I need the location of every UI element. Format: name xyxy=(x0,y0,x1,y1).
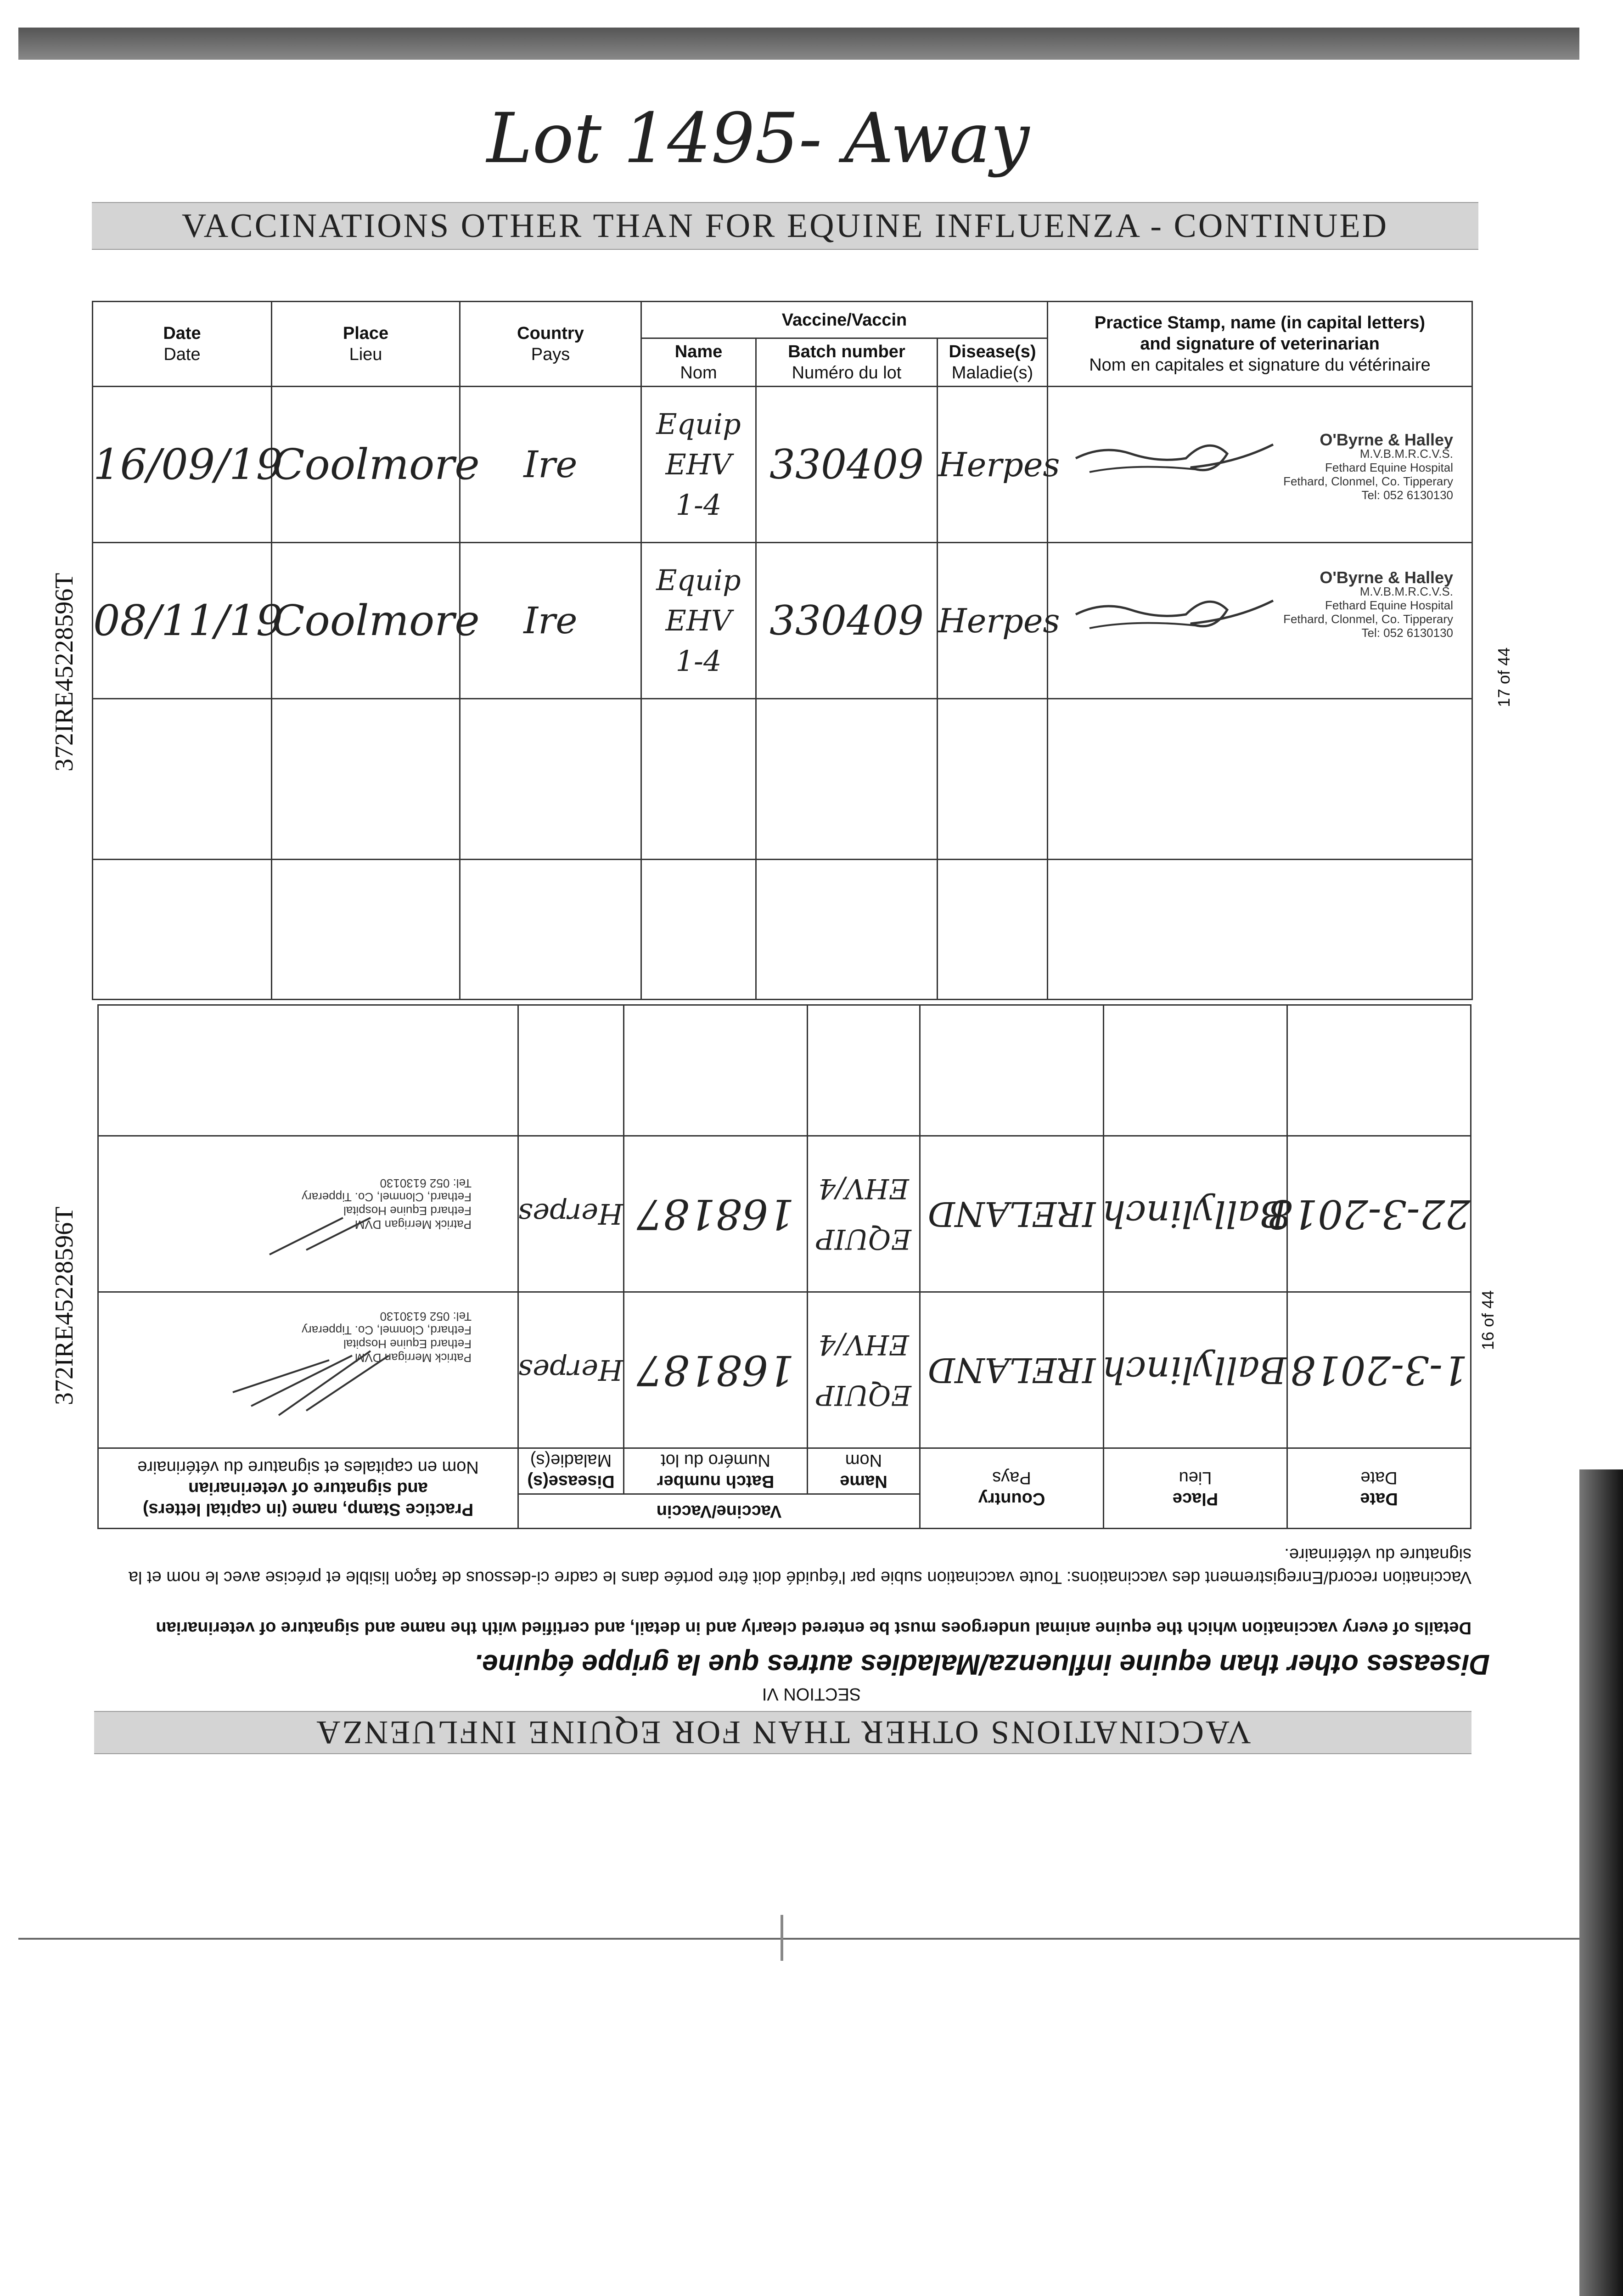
row1-place: Coolmore xyxy=(272,387,460,543)
hdr-name: Name Nom xyxy=(641,338,756,387)
handwritten-title: Lot 1495- Away xyxy=(487,99,1030,179)
table-row xyxy=(98,1292,1471,1448)
row1-country: Ire xyxy=(460,387,641,543)
lower-hdr-place: Place Lieu xyxy=(1104,1448,1287,1529)
lower-subtitle: Diseases other than equine influenza/Maladies autres que la grippe équine. xyxy=(474,1649,1490,1680)
lower-hdr-vaccine: Vaccine/Vaccin xyxy=(518,1494,920,1529)
right-scan-edge xyxy=(1579,1469,1623,2296)
hdr-place: Place Lieu xyxy=(272,302,460,387)
lower-page-number: 16 of 44 xyxy=(1478,1290,1497,1350)
signature-icon xyxy=(1062,582,1282,651)
lower-instructions-fr: Vaccination record/Enregistrement des vaccinations: Toute vaccination subie par l'équidé doit être portée dans le cadre ci-dessous de façon lisible et précise avec le nom et la signature du vétérinaire. xyxy=(128,1545,1471,1587)
lower-vaccination-table xyxy=(99,1006,1471,1529)
lower-instructions-en: Details of every vaccination which the equine animal undergoes must be entered clearly and in detail, and certified with the name and signature of veterinarian xyxy=(156,1618,1471,1638)
signature-icon xyxy=(1062,426,1282,495)
upper-page-number: 17 of 44 xyxy=(1494,647,1513,707)
row1-stamp xyxy=(1048,387,1472,543)
table-row xyxy=(93,387,1472,543)
hdr-country: Country Pays xyxy=(460,302,641,387)
fold-line xyxy=(18,1938,1579,1940)
upper-banner xyxy=(92,202,1478,250)
hdr-vaccine: Vaccine/Vaccin xyxy=(641,302,1048,338)
lower-banner-text: VACCINATIONS OTHER THAN FOR EQUINE INFLUENZA xyxy=(314,1714,1251,1751)
upper-side-code: 372IRE45228596T xyxy=(50,573,79,771)
row1-disease: Herpes xyxy=(938,387,1048,543)
lower-row1-disease: Herpes xyxy=(518,1292,624,1448)
row2-stamp xyxy=(1048,543,1472,699)
row2-stamp-line: Fethard, Clonmel, Co. Tipperary xyxy=(1283,612,1453,626)
hdr-stamp: Practice Stamp, name (in capital letters) and signature of veterinarian Nom en capitales et signature du vétérinaire xyxy=(1048,302,1472,387)
table-row-empty xyxy=(93,699,1472,860)
row2-stamp-line: Fethard Equine Hospital xyxy=(1325,598,1453,612)
lower-row2-stamp xyxy=(98,1136,518,1292)
row1-batch: 330409 xyxy=(756,387,938,543)
lower-hdr-country: Country Pays xyxy=(920,1448,1104,1529)
row1-stamp-line: Fethard, Clonmel, Co. Tipperary xyxy=(1283,474,1453,488)
lower-row1-place: Ballylinch xyxy=(1104,1292,1287,1448)
lower-row2-date: 22-3-2018 xyxy=(1287,1136,1471,1292)
lower-row2-disease: Herpes xyxy=(518,1136,624,1292)
lower-row1-stamp-line: Patrick Merrigan DVM xyxy=(354,1351,472,1365)
lower-row1-batch: 168187 xyxy=(624,1292,808,1448)
lower-hdr-date: Date Date xyxy=(1287,1448,1471,1529)
lower-section-label: SECTION VI xyxy=(762,1684,861,1704)
row2-date: 08/11/19 xyxy=(93,543,272,699)
lower-row1-stamp-line: Fethard Equine Hospital xyxy=(343,1337,472,1351)
row1-stamp-line: Tel: 052 6130130 xyxy=(1361,488,1453,502)
row1-stamp-line: Fethard Equine Hospital xyxy=(1325,461,1453,474)
row2-place: Coolmore xyxy=(272,543,460,699)
lower-hdr-stamp: Practice Stamp, name (in capital letters) and signature of veterinarian Nom en capitales et signature du vétérinaire xyxy=(98,1448,518,1529)
table-row xyxy=(98,1136,1471,1292)
lower-row1-vaccine-name: EQUIP EHV/4 xyxy=(808,1292,920,1448)
lower-row2-stamp-line: Fethard Equine Hospital xyxy=(343,1204,472,1218)
lower-row2-stamp-line: Fethard, Clonmel, Co. Tipperary xyxy=(302,1190,472,1204)
hdr-date: Date Date xyxy=(93,302,272,387)
lower-row1-date: 1-3-2018 xyxy=(1287,1292,1471,1448)
row1-stamp-name: O'Byrne & Halley xyxy=(1320,430,1453,449)
lower-row2-vaccine-name: EQUIP EHV/4 xyxy=(808,1136,920,1292)
table-row-empty xyxy=(93,860,1472,1000)
hdr-disease: Disease(s) Maladie(s) xyxy=(938,338,1048,387)
lower-row1-stamp-line: Fethard, Clonmel, Co. Tipperary xyxy=(302,1323,472,1337)
fold-mark xyxy=(781,1915,783,1961)
lower-hdr-name: Name Nom xyxy=(808,1448,920,1494)
row2-batch: 330409 xyxy=(756,543,938,699)
lower-row1-stamp xyxy=(98,1292,518,1448)
lower-row1-country: IRELAND xyxy=(920,1292,1104,1448)
upper-banner-text: VACCINATIONS OTHER THAN FOR EQUINE INFLUENZA - CONTINUED xyxy=(181,207,1389,245)
hdr-batch: Batch number Numéro du lot xyxy=(756,338,938,387)
lower-hdr-disease: Disease(s) Maladie(s) xyxy=(518,1448,624,1494)
row2-stamp-name: O'Byrne & Halley xyxy=(1320,568,1453,587)
lower-page-upside-down xyxy=(0,996,1623,1777)
lower-row1-stamp-line: Tel: 052 6130130 xyxy=(380,1310,472,1323)
lower-row2-stamp-line: Patrick Merrigan DVM xyxy=(354,1218,472,1232)
row1-date: 16/09/19 xyxy=(93,387,272,543)
row2-stamp-line: M.V.B.M.R.C.V.S. xyxy=(1359,585,1453,598)
row2-country: Ire xyxy=(460,543,641,699)
table-row xyxy=(93,543,1472,699)
table-row-empty xyxy=(98,1005,1471,1136)
lower-row2-batch: 168187 xyxy=(624,1136,808,1292)
lower-side-code: 372IRE45228596T xyxy=(50,1206,79,1405)
lower-row2-country: IRELAND xyxy=(920,1136,1104,1292)
row2-stamp-line: Tel: 052 6130130 xyxy=(1361,626,1453,640)
lower-row2-stamp-line: Tel: 052 6130130 xyxy=(380,1176,472,1190)
row1-vaccine-name: Equip EHV 1-4 xyxy=(641,387,756,543)
lower-banner xyxy=(94,1711,1471,1754)
upper-vaccination-table xyxy=(92,301,1471,999)
row2-disease: Herpes xyxy=(938,543,1048,699)
lower-row2-place: Ballylinch xyxy=(1104,1136,1287,1292)
top-scan-edge xyxy=(18,28,1579,60)
row1-stamp-line: M.V.B.M.R.C.V.S. xyxy=(1359,447,1453,461)
row2-vaccine-name: Equip EHV 1-4 xyxy=(641,543,756,699)
lower-hdr-batch: Batch number Numéro du lot xyxy=(624,1448,808,1494)
